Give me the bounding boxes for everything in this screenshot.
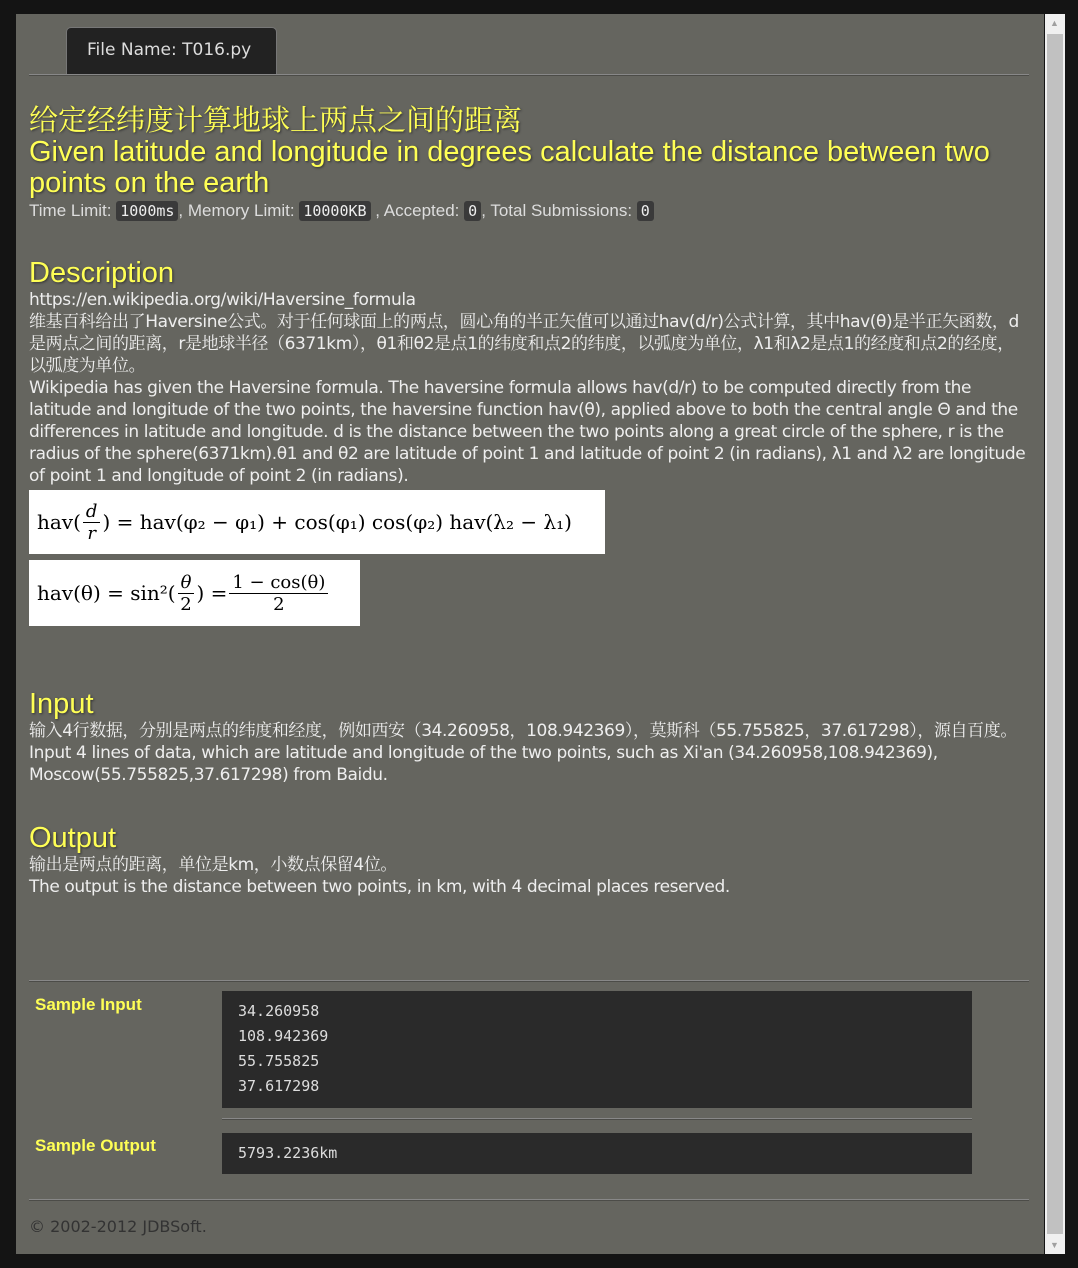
- sample-input-line: 34.260958: [238, 1002, 320, 1020]
- scroll-up-icon[interactable]: ▲: [1050, 18, 1059, 28]
- sample-output-block[interactable]: [222, 1133, 972, 1174]
- fraction: [83, 501, 101, 544]
- hav-definition-image: [29, 560, 360, 626]
- output-heading: Output: [29, 822, 117, 854]
- divider: [29, 1199, 1029, 1201]
- accepted-label: , Accepted:: [375, 201, 460, 220]
- sample-input-line: 55.755825: [238, 1052, 320, 1070]
- submissions-label: , Total Submissions:: [481, 201, 633, 220]
- title-cn: 给定经纬度计算地球上两点之间的距离: [29, 105, 523, 137]
- divider: [29, 74, 1029, 76]
- numerator: 1 − cos(θ): [229, 572, 328, 594]
- footer-copyright: © 2002-2012 JDBSoft.: [29, 1217, 207, 1236]
- haversine-formula-image: [29, 490, 605, 554]
- title-en: Given latitude and longitude in degrees calculate the distance between two points on the earth: [29, 136, 990, 199]
- time-limit-value: 1000ms: [116, 201, 178, 221]
- limits: [29, 201, 1029, 221]
- fraction: [229, 572, 328, 615]
- time-limit-label: Time Limit:: [29, 201, 112, 220]
- scroll-down-icon[interactable]: ▼: [1050, 1240, 1059, 1250]
- sample-input-label: Sample Input: [35, 995, 142, 1014]
- vertical-scrollbar[interactable]: [1045, 14, 1065, 1254]
- denominator: 2: [273, 593, 285, 615]
- divider: [29, 980, 1029, 982]
- denominator: r: [87, 522, 96, 544]
- sample-input-line: 37.617298: [238, 1077, 320, 1095]
- sample-output-label: Sample Output: [35, 1136, 156, 1155]
- input-en: Input 4 lines of data, which are latitude and longitude of the two points, such as Xi'an (34.260958,108.942369), Moscow(55.755825,37.617298) from Baidu.: [29, 743, 938, 785]
- formula-text: hav(θ) = sin²(: [37, 581, 176, 605]
- formula-text: ) = hav(φ₂ − φ₁) + cos(φ₁) cos(φ₂) hav(λ₂ − λ₁): [102, 510, 572, 534]
- denominator: 2: [180, 593, 192, 615]
- output-en: The output is the distance between two points, in km, with 4 decimal places reserved.: [29, 877, 730, 897]
- description-cn: 维基百科给出了Haversine公式。对于任何球面上的两点，圆心角的半正矢值可以通过hav(d/r)公式计算，其中hav(θ)是半正矢函数，d是两点之间的距离，r是地球半径（6371km），θ1和θ2是点1的纬度和点2的纬度，以弧度为单位，λ1和λ2是点1的经度和点2的经度，以弧度为单位。: [29, 312, 1019, 376]
- description-en: Wikipedia has given the Haversine formula. The haversine formula allows hav(d/r) to be computed directly from the latitude and longitude of the two points, the haversine function hav(θ), applied above to both the central angle Θ and the differences in latitude and longitude. d is the distance between the two points along a great circle of the sphere, r is the radius of the sphere(6371km).θ1 and θ2 are latitude of point 1 and latitude of point 2 (in radians), λ1 and λ2 are longitude of point 1 and longitude of point 2 (in radians).: [29, 378, 1026, 486]
- scrollbar-thumb[interactable]: [1047, 34, 1063, 1234]
- submissions-value: 0: [637, 201, 654, 221]
- input-heading: Input: [29, 688, 94, 720]
- accepted-value: 0: [464, 201, 481, 221]
- sample-input-line: 108.942369: [238, 1027, 329, 1045]
- memory-limit-value: 10000KB: [299, 201, 370, 221]
- problem-panel: [16, 14, 1044, 1254]
- formula-text: ) =: [196, 581, 228, 605]
- file-name-tab[interactable]: File Name: T016.py: [66, 27, 277, 75]
- formula-text: hav(: [37, 510, 81, 534]
- description-heading: Description: [29, 257, 175, 289]
- numerator: d: [83, 501, 101, 523]
- sample-input-block[interactable]: [222, 991, 972, 1108]
- output-cn: 输出是两点的距离，单位是km，小数点保留4位。: [29, 855, 398, 875]
- divider: [222, 1118, 972, 1120]
- memory-limit-label: , Memory Limit:: [178, 201, 295, 220]
- fraction: [178, 572, 195, 615]
- description-url: https://en.wikipedia.org/wiki/Haversine_formula: [29, 290, 416, 310]
- sample-output-line: 5793.2236km: [238, 1144, 338, 1162]
- numerator: θ: [178, 572, 195, 594]
- input-cn: 输入4行数据，分别是两点的纬度和经度，例如西安（34.260958，108.942369），莫斯科（55.755825，37.617298），源自百度。: [29, 721, 1017, 741]
